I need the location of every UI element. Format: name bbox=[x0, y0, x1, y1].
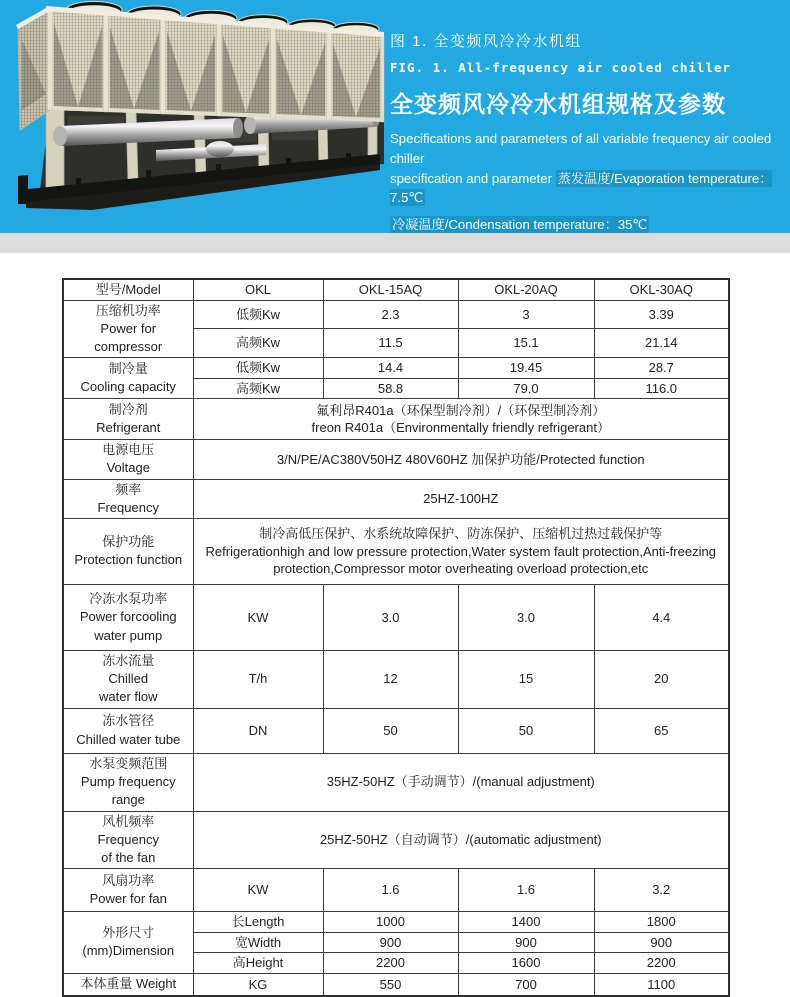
voltage-label bbox=[63, 440, 193, 479]
row-pump-power bbox=[63, 584, 729, 650]
row-pump-frequency-range bbox=[63, 753, 729, 811]
fan-power-unit: KW bbox=[193, 869, 323, 912]
protection-value bbox=[193, 518, 729, 584]
voltage-value: 3/N/PE/AC380V50HZ 480V60HZ 加保护功能/Protected function bbox=[193, 440, 729, 479]
value-cell: 2.3 bbox=[323, 300, 458, 329]
value-cell: 50 bbox=[458, 708, 594, 753]
cooling-label-zh: 制冷量 bbox=[108, 360, 148, 376]
fan-power-label bbox=[63, 869, 193, 912]
fan-power-label-en: Power for fan bbox=[89, 891, 167, 907]
specification-table bbox=[62, 278, 730, 997]
header-model: 型号/Model bbox=[63, 279, 193, 300]
frequency-label-zh: 频率 bbox=[115, 481, 142, 497]
value-cell: 50 bbox=[323, 708, 458, 753]
water-flow-unit: T/h bbox=[193, 650, 323, 708]
value-cell: 700 bbox=[458, 973, 594, 996]
water-tube-label-en: Chilled water tube bbox=[76, 731, 181, 747]
weight-label bbox=[63, 973, 193, 996]
pump-frequency-label-en2: range bbox=[111, 792, 145, 808]
cooling-high-unit: 高频Kw bbox=[193, 378, 323, 399]
pump-frequency-value: 35HZ-50HZ（手动调节）/(manual adjustment) bbox=[193, 753, 729, 811]
water-tube-label-zh: 冻水管径 bbox=[102, 713, 155, 729]
weight-label-text: 本体重量 Weight bbox=[80, 976, 177, 992]
value-cell: 1.6 bbox=[323, 869, 458, 912]
condensation-temperature: 冷凝温度/Condensation temperature：35℃ bbox=[392, 217, 648, 233]
water-flow-label-zh: 冻水流量 bbox=[102, 652, 155, 668]
pump-power-label-en1: Power forcooling bbox=[79, 609, 177, 625]
pump-power-label-en2: water pump bbox=[94, 627, 163, 643]
frequency-label bbox=[63, 479, 193, 518]
row-cooling-low bbox=[63, 358, 729, 379]
hero-section bbox=[0, 0, 790, 233]
pump-frequency-label bbox=[63, 753, 193, 811]
refrigerant-label-zh: 制冷剂 bbox=[108, 402, 148, 418]
value-cell: 20 bbox=[594, 650, 729, 708]
subtitle-line2 bbox=[390, 169, 788, 209]
value-cell: 1000 bbox=[323, 912, 458, 933]
compressor-label-zh: 压缩机功率 bbox=[95, 302, 161, 318]
refrigerant-value bbox=[193, 399, 729, 440]
pump-power-label-zh: 冷冻水泵功率 bbox=[89, 591, 168, 607]
fan-power-label-zh: 风扇功率 bbox=[102, 872, 155, 888]
row-frequency bbox=[63, 479, 729, 518]
fan-frequency-label-zh: 风机频率 bbox=[102, 813, 155, 829]
protection-value-zh: 制冷高低压保护、水系统故障保护、防冻保护、压缩机过热过载保护等 bbox=[259, 526, 663, 542]
value-cell: 1800 bbox=[594, 912, 729, 933]
water-tube-label bbox=[63, 708, 193, 753]
row-fan-frequency bbox=[63, 811, 729, 869]
fan-frequency-value: 25HZ-50HZ（自动调节）/(automatic adjustment) bbox=[193, 811, 729, 869]
condensation-line bbox=[390, 215, 788, 233]
row-weight bbox=[63, 973, 729, 996]
pump-frequency-label-zh: 水泵变频范围 bbox=[89, 755, 168, 771]
fan-frequency-label-en2: of the fan bbox=[101, 849, 156, 865]
value-cell: 900 bbox=[594, 932, 729, 953]
value-cell: 116.0 bbox=[594, 378, 729, 399]
cooling-label bbox=[63, 358, 193, 399]
water-flow-label-en2: water flow bbox=[98, 689, 158, 705]
row-model-header bbox=[63, 279, 729, 300]
refrigerant-value-zh: 氟利昂R401a（环保型制冷剂）/（环保型制冷剂） bbox=[316, 402, 606, 418]
value-cell: 15 bbox=[458, 650, 594, 708]
value-cell: 1400 bbox=[458, 912, 594, 933]
protection-value-en: Refrigerationhigh and low pressure protection,Water system fault protection,Anti-freezing protection,Compressor motor overheating overload protection,etc bbox=[205, 543, 716, 577]
water-flow-label-en1: Chilled bbox=[108, 671, 149, 687]
value-cell: 2200 bbox=[594, 953, 729, 974]
row-water-flow bbox=[63, 650, 729, 708]
water-tube-unit: DN bbox=[193, 708, 323, 753]
voltage-label-en: Voltage bbox=[106, 460, 150, 476]
header-okl-15aq: OKL-15AQ bbox=[323, 279, 458, 300]
hero-text-block bbox=[390, 30, 788, 233]
value-cell: 14.4 bbox=[323, 358, 458, 379]
figure-caption-en: FIG. 1. All-frequency air cooled chiller bbox=[390, 60, 732, 75]
value-cell: 3.39 bbox=[594, 300, 729, 329]
dimension-label-zh: 外形尺寸 bbox=[102, 925, 155, 941]
value-cell: 12 bbox=[323, 650, 458, 708]
protection-label-en: Protection function bbox=[74, 552, 183, 568]
value-cell: 3.2 bbox=[594, 869, 729, 912]
refrigerant-label bbox=[63, 399, 193, 440]
dimension-label bbox=[63, 912, 193, 974]
dimension-height-unit: 高Height bbox=[193, 953, 323, 974]
row-voltage bbox=[63, 440, 729, 479]
value-cell: 11.5 bbox=[323, 329, 458, 358]
water-flow-label bbox=[63, 650, 193, 708]
pump-frequency-label-en1: Pump frequency bbox=[80, 773, 176, 789]
value-cell: 550 bbox=[323, 973, 458, 996]
protection-label bbox=[63, 518, 193, 584]
row-fan-power bbox=[63, 869, 729, 912]
row-protection bbox=[63, 518, 729, 584]
fan-frequency-label bbox=[63, 811, 193, 869]
value-cell: 4.4 bbox=[594, 584, 729, 650]
row-compressor-low bbox=[63, 300, 729, 329]
compressor-label-en: Power for compressor bbox=[94, 320, 163, 354]
frequency-label-en: Frequency bbox=[97, 499, 159, 515]
dimension-label-en: (mm)Dimension bbox=[82, 943, 175, 959]
subtitle-line2-prefix: specification and parameter bbox=[390, 170, 556, 186]
value-cell: 900 bbox=[458, 932, 594, 953]
value-cell: 19.45 bbox=[458, 358, 594, 379]
value-cell: 3 bbox=[458, 300, 594, 329]
fan-frequency-label-en1: Frequency bbox=[97, 831, 159, 847]
value-cell: 2200 bbox=[323, 953, 458, 974]
value-cell: 1100 bbox=[594, 973, 729, 996]
pump-power-unit: KW bbox=[193, 584, 323, 650]
compressor-low-unit: 低频Kw bbox=[193, 300, 323, 329]
frequency-value: 25HZ-100HZ bbox=[193, 479, 729, 518]
chiller-product-photo bbox=[6, 0, 391, 220]
value-cell: 79.0 bbox=[458, 378, 594, 399]
weight-unit: KG bbox=[193, 973, 323, 996]
value-cell: 900 bbox=[323, 932, 458, 953]
refrigerant-label-en: Refrigerant bbox=[96, 420, 161, 436]
dimension-length-unit: 长Length bbox=[193, 912, 323, 933]
compressor-label bbox=[63, 300, 193, 358]
row-refrigerant bbox=[63, 399, 729, 440]
protection-label-zh: 保护功能 bbox=[102, 534, 155, 550]
value-cell: 1600 bbox=[458, 953, 594, 974]
pump-power-label bbox=[63, 584, 193, 650]
page-title: 全变频风冷冷水机组规格及参数 bbox=[390, 91, 726, 117]
compressor-high-unit: 高频Kw bbox=[193, 329, 323, 358]
refrigerant-value-en: freon R401a（Environmentally friendly refrigerant） bbox=[311, 420, 610, 436]
figure-caption-zh: 图 1. 全变频风冷冷水机组 bbox=[390, 33, 582, 50]
value-cell: 3.0 bbox=[323, 584, 458, 650]
value-cell: 1.6 bbox=[458, 869, 594, 912]
cooling-low-unit: 低频Kw bbox=[193, 358, 323, 379]
value-cell: 28.7 bbox=[594, 358, 729, 379]
header-okl-30aq: OKL-30AQ bbox=[594, 279, 729, 300]
header-okl: OKL bbox=[193, 279, 323, 300]
value-cell: 65 bbox=[594, 708, 729, 753]
divider-band bbox=[0, 233, 790, 253]
voltage-label-zh: 电源电压 bbox=[102, 442, 155, 458]
cooling-label-en: Cooling capacity bbox=[80, 379, 176, 395]
value-cell: 21.14 bbox=[594, 329, 729, 358]
subtitle-line1: Specifications and parameters of all variable frequency air cooled chiller bbox=[390, 131, 772, 166]
evaporation-temperature: 蒸发温度/Evaporation temperature：7.5℃ bbox=[390, 170, 773, 206]
row-dimension-length bbox=[63, 912, 729, 933]
value-cell: 3.0 bbox=[458, 584, 594, 650]
dimension-width-unit: 宽Width bbox=[193, 932, 323, 953]
value-cell: 15.1 bbox=[458, 329, 594, 358]
header-okl-20aq: OKL-20AQ bbox=[458, 279, 594, 300]
row-water-tube bbox=[63, 708, 729, 753]
value-cell: 58.8 bbox=[323, 378, 458, 399]
